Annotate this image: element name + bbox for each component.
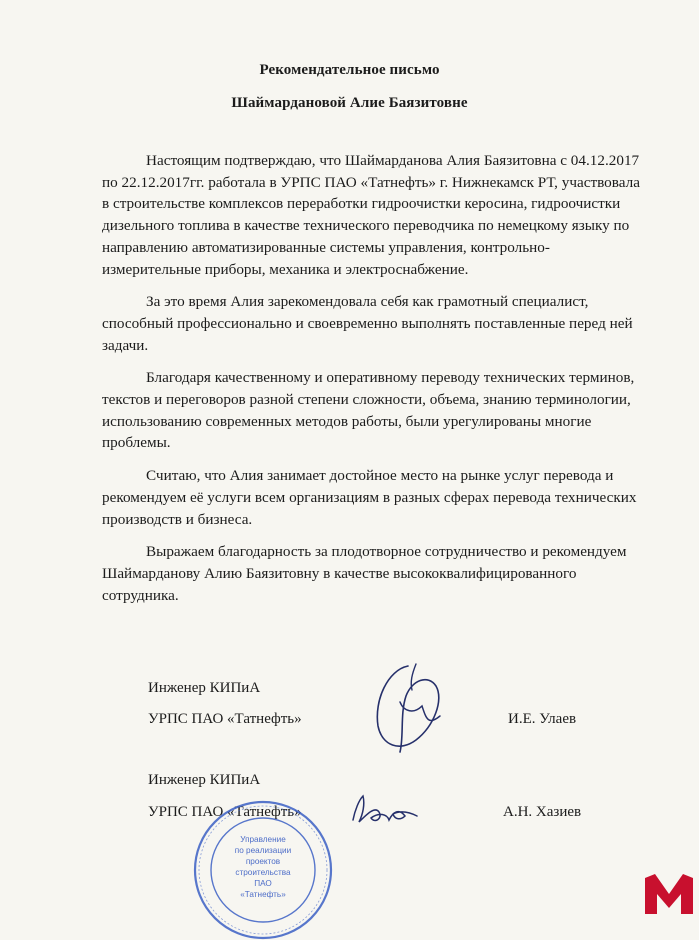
m-logo-icon <box>643 872 695 916</box>
signatory-2-position: Инженер КИПиА <box>148 772 261 788</box>
signatory-1-organization: УРПС ПАО «Татнефть» <box>148 711 302 727</box>
stamp-line: ПАО <box>254 879 272 888</box>
signatory-1-name: И.Е. Улаев <box>508 711 577 727</box>
stamp-line: проектов <box>245 857 281 866</box>
stamp-line: по реализации <box>234 846 292 855</box>
stamp-line: строительства <box>235 868 291 877</box>
paragraph: Настоящим подтверждаю, что Шаймарданова Алия Баязитовна с 04.12.2017 по 22.12.2017гг. работала в УРПС ПАО «Татнефть» г. Нижнекамск РТ, участвовала в строительстве комплексов переработки гидроочистки керосина, гидроочистки дизельного топлива в качестве технического переводчика по немецкому языку по направлению автоматизированные системы управления, контрольно-измерительные приборы, механика и электроснабжение. <box>102 152 640 278</box>
stamp-line: «Татнефть» <box>240 890 286 899</box>
paragraph: Считаю, что Алия занимает достойное место на рынке услуг перевода и рекомендуем её услуги всем организациям в разных сферах перевода технических производств и бизнеса. <box>102 467 637 528</box>
paragraph: Выражаем благодарность за плодотворное сотрудничество и рекомендуем Шаймарданову Алию Баязитовну в качестве высококвалифицированного сотрудника. <box>102 543 627 604</box>
letter-body <box>102 150 642 617</box>
stamp-line: Управление <box>240 835 286 844</box>
signatory-1-position: Инженер КИПиА <box>148 680 261 696</box>
paragraph: За это время Алия зарекомендовала себя как грамотный специалист, способный профессионально и своевременно выполнять поставленные перед ней задачи. <box>102 293 633 354</box>
letter-title: Рекомендательное письмо <box>259 62 440 78</box>
signature-1-icon <box>360 660 455 760</box>
signature-2-icon <box>345 790 420 830</box>
signatory-2-name: А.Н. Хазиев <box>503 804 582 820</box>
paragraph: Благодаря качественному и оперативному переводу технических терминов, текстов и переговоров разной степени сложности, объема, знанию терминологии, использованию современных методов работы, были урегулированы многие проблемы. <box>102 369 635 452</box>
company-stamp <box>188 800 338 940</box>
signatory-2-organization: УРПС ПАО «Татнефть» <box>148 804 302 820</box>
letter-recipient: Шаймардановой Алие Баязитовне <box>231 95 468 111</box>
